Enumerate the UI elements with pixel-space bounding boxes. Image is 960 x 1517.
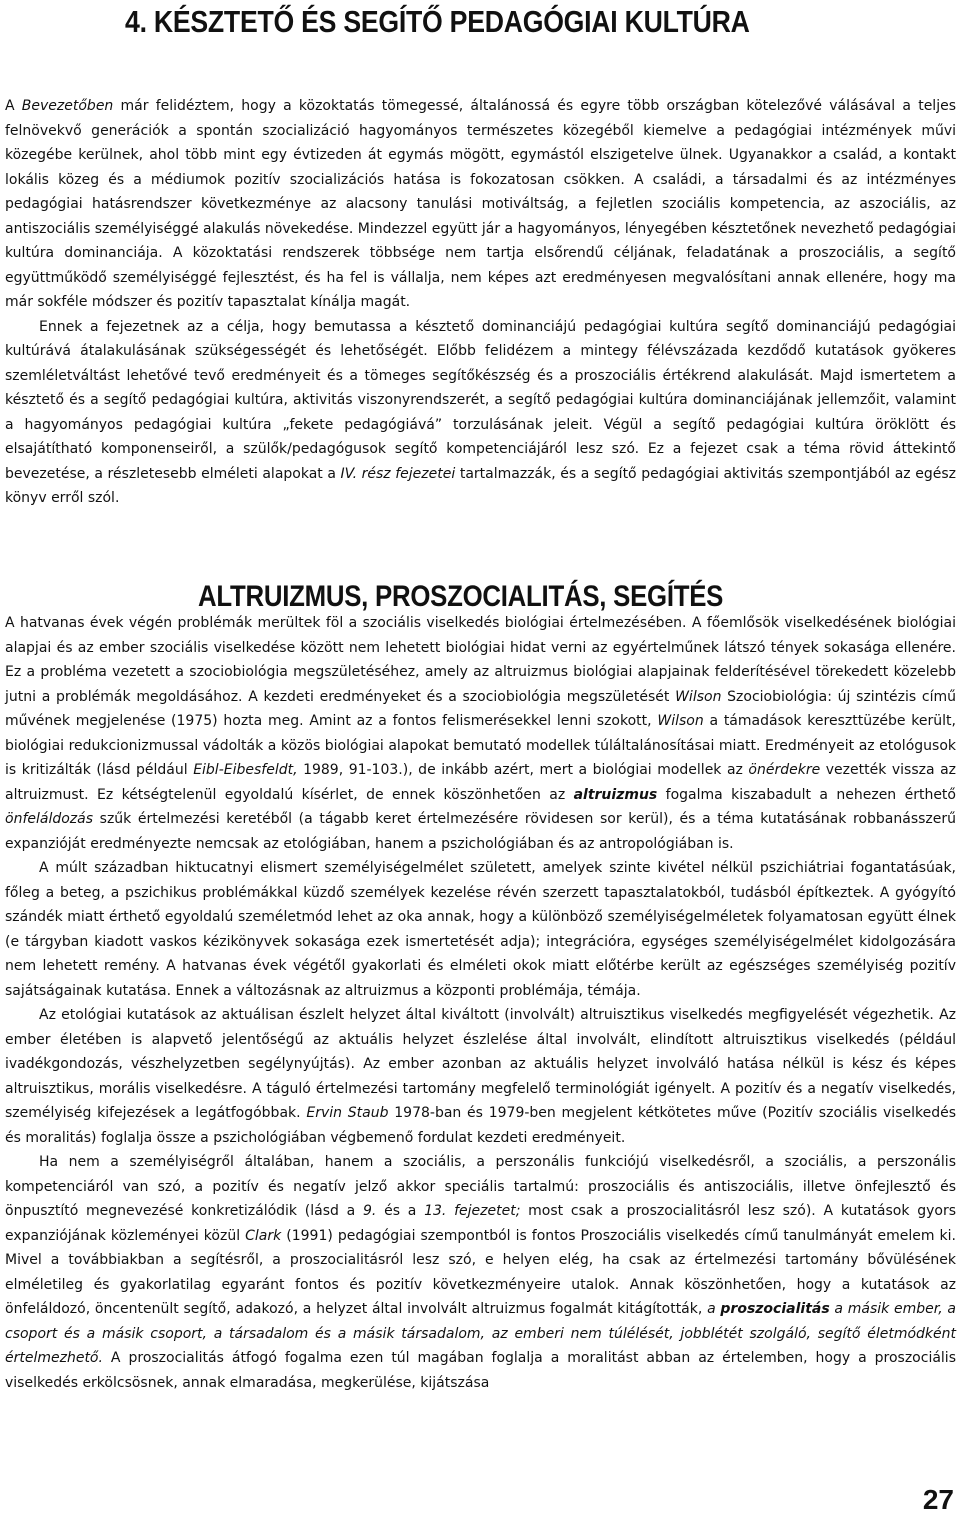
text-run: Az etológiai kutatások az aktuálisan észlelt helyzet által kiváltott (involvált) altruisztikus viselkedés megfigyelését végezhetik. Az ember életében is alapvető jelentőségű az aktuális helyzet észlelése által involvált, elindított altruisztikus viselkedés (például ivadékgondozás, vészhelyzetben segélynyújtás). Az ember azonban az aktuális helyzet involváló hatása nélkül is kész és képes altruisztikus, morális viselkedésre. A táguló értelmezési tartomány megfelelő terminológiát igényelt. A pozitív és a negatív viselkedés, személyiség kifejezések a legátfogóbbak. [5,1007,956,1121]
text-run: 1978-ban és 1979-ben megjelent kétkötetes műve (Pozitív szociális viselkedés és moralitás) foglalja össze a pszichológiában végbemenő fordulat kezdeti eredményeit. [5,1105,957,1146]
text-run: Ha nem a személyiségről általában, hanem a szociális, a perszonális funkciójú viselkedésről, a szociális, a perszonális kompetenciáról van szó, a pozitív és negatív jelző akkor speciális tartalmú: proszociális és antiszociális, illetve önfejlesztő és önpusztító megnevezésé konkretizálódik (lásd a [5,1154,956,1219]
text-run: Wilson [675,688,722,705]
text-run: a támadások kereszttüzébe került, biológiai redukcionizmussal vádolták a közös biológiai alapokat bemutató modellek túláltalánosításai miatt. Eredményeit az etológusok is kritizálták (lásd például [5,713,956,778]
text-run: altruizmus [573,786,658,803]
section-intro [5,94,956,511]
text-run: Bevezetőben [21,98,114,114]
text-run: (1991) pedagógiai szempontból is fontos Proszociális viselkedés című tanulmányát emelem ki. Mivel a továbbiakban a segítésről, a proszocialitásról lesz szó, e helyen elég, ha csak az értelmezési tartomány bővülésének elméletileg és gyakorlatilag egyaránt fontos és pozitív következményeire utalok. Annak köszönhetően, hogy a kutatások az önfeláldozó, öncentenült segítő, adakozó, a helyzet által involvált altruizmus fogalmát kitágították, [5,1227,956,1317]
paragraph [5,1150,956,1395]
text-run: Clark [245,1227,282,1244]
text-run: A proszocialitás átfogó fogalma ezen túl magában foglalja a moralitást abban az értelemben, hogy a proszociális viselkedés erkölcsösnek, annak elmaradása, megkerülése, kijátszása [5,1350,956,1391]
text-run: 9. [362,1203,377,1219]
text-run: most csak a proszocialitásról lesz szó). A kutatások gyors expanziójának közleményei közül [5,1203,957,1244]
text-run: A múlt században hiktucatnyi elismert személyiségelmélet született, amelyek szinte kivétel nélkül pszichiátriai fogantatásúak, főleg a beteg, a pszichikus problémákkal küzdő személyek kezelése révén szerzett tapasztalatokból, tudásból építkeztek. A gyógyító szándék miatt érthető egyoldalú személetmód lehet az oka annak, hogy a különböző személyiségelméletek folyamatosan együtt élnek (e tárgyban kiadott vaskos kézikönyvek sokasága ezek ismertetését adja); integrációra, egységes személyiségelmélet kidolgozására nem lehetett remény. A hatvanas évek végétől gyakorlati és elméleti okok miatt előtérbe került az egészséges személyiség pozitív sajátságainak kutatása. Ennek a változásnak az altruizmus a központi problémája, témája. [5,860,956,999]
text-run: A hatvanas évek végén problémák merültek föl a szociális viselkedés biológiai értelmezésében. A főemlősök viselkedésének biológiai alapjai és az ember szociális viselkedése között nem lehetett biológiai hidat verni az egyértelműnek látszó tények sokasága ellenére. Ez a probléma vezetett a szociobiológia megszületéséhez, amely az altruizmus biológiai alapjainak felderítésével törekedett közelebb jutni a problémák megoldásához. A kezdeti eredményeket és a szociobiológia megszületését [5,615,956,705]
text-run: a másik ember, a csoport és a másik csoport, a társadalom és a másik társadalom, az emberi nem túlélését, jobblétét szolgáló, segítő életmódként értelmezhető. [5,1301,957,1366]
text-run: Eibl-Eibesfeldt, [193,762,298,778]
text-run: szűk értelmezési keretéből (a tágabb keret értelmezésére rövidesen sor kerül), és a téma kutatásának robbanásszerű expanzióját eredményezte nemcsak az etológiában, hanem a pszichológiában és az antropológiában is. [5,811,956,852]
text-run: vezették vissza az altruizmust. Ez kétségtelenül egyoldalú kísérlet, de ennek köszönhetően az [5,762,956,803]
text-run: proszocialitás [720,1301,830,1317]
paragraph [5,611,956,856]
text-run: fogalma kiszabadult a nehezen érthető [657,786,956,803]
text-run: Ennek a fejezetnek az a célja, hogy bemutassa a késztető dominanciájú pedagógiai kultúra segítő dominanciájú pedagógiai kultúrává átalakulásának szükségességét és lehetőségét. Előbb felidézem a mintegy félévszázada kezdődő kutatások gyökeres szemléletváltást lehetővé tevő eredményeit és a tömeges segítőkészség és a proszociális értékrend alakulását. Majd ismertetem a késztető és a segítő pedagógiai kultúra, aktivitás viszonyrendszerét, a segítő pedagógiai kultúra dominanciájának jellemzőit, valamint a hagyományos pedagógiai kultúra „fekete pedagógiává” torzulásának jeleit. Végül a segítő pedagógiai kultúra öröklött és elsajátítható komponenseiről, a szülők/pedagógusok segítő kompetenciájáról lesz szó. Ez a fejezet csak a téma rövid áttekintő bevezetése, a részletesebb elméleti alapokat a [5,318,956,482]
section-heading: ALTRUIZMUS, PROSZOCIALITÁS, SEGÍTÉS [198,580,724,613]
text-run: Wilson [657,713,704,729]
text-run: 1989, 91-103.), de inkább azért, mert a biológiai modellek az [297,762,749,778]
text-run: Ervin Staub [306,1105,389,1121]
text-run: Szociobiológia: új szintézis című művének megjelenése (1975) hozta meg. Amint az a fontos felismerésekkel lenni szokott, [5,688,956,729]
text-run: önérdekre [748,762,821,778]
section-altruism [5,611,956,1395]
text-run: a [707,1301,721,1317]
text-run: A [5,98,22,114]
text-run: IV. rész fejezetei [340,465,456,482]
text-run: már felidéztem, hogy a közoktatás tömegessé, általánossá és egyre több országban kötelezővé válásával a teljes felnövekvő generációk a spontán szocializáció hagyományos természetes közegéből kiemelve a pedagógiai intézmények művi közegébe kerülnek, ahol több mint egy évtizeden át egymás mögött, egymástól elszigetelve ülnek. Ugyanakkor a család, a kontakt lokális közeg és a médiumok pozitív szocializációs hatása is fokozatosan csökken. A családi, a társadalmi és az intézményes pedagógiai hatásrendszer következménye az alacsony tanulási motiváltság, a fejletlen szociális kompetencia, az aszociális, az antiszociális személyiséggé alakulás növekedése. Mindezzel együtt jár a hagyományos, lényegében késztetőnek nevezhető pedagógiai kultúra dominanciája. A közoktatási rendszerek többsége nem tartja elsőrendű céljának, feladatának a proszociális, a segítő együttműködő személyiséggé fejlesztést, és ha fel is vállalja, nem képes azt eredményesen megvalósítani annak ellenére, hogy ma már sokféle módszer és pozitív tapasztalat kínálja magát. [5,98,956,310]
text-run: tartalmazzák, és a segítő pedagógiai aktivitás szempontjából az egész könyv erről szól. [5,465,956,506]
text-run: és a [376,1203,425,1219]
text-run: önfeláldozás [5,811,94,827]
paragraph [5,1003,956,1150]
paragraph [5,315,956,511]
paragraph [5,94,956,315]
chapter-heading: 4. KÉSZTETŐ ÉS SEGÍTŐ PEDAGÓGIAI KULTÚRA [125,4,750,39]
paragraph [5,856,956,1003]
text-run: 13. fejezetet; [424,1203,521,1219]
page-number: 27 [922,1484,954,1515]
